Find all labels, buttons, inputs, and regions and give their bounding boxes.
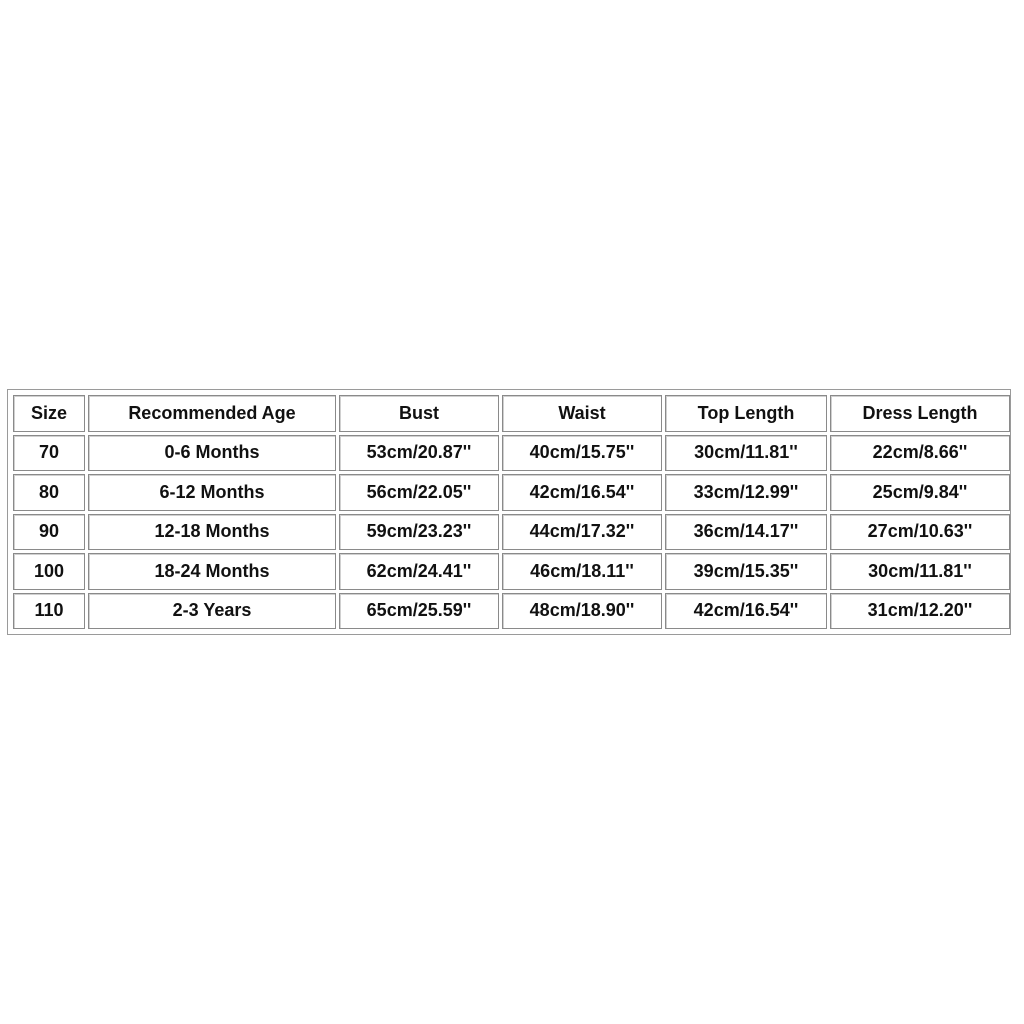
cell-waist: 44cm/17.32'' — [502, 514, 662, 551]
cell-dress-length: 22cm/8.66'' — [830, 435, 1010, 472]
cell-waist: 40cm/15.75'' — [502, 435, 662, 472]
cell-size: 70 — [13, 435, 85, 472]
cell-dress-length: 30cm/11.81'' — [830, 553, 1010, 590]
cell-top-length: 36cm/14.17'' — [665, 514, 827, 551]
cell-size: 80 — [13, 474, 85, 511]
cell-waist: 46cm/18.11'' — [502, 553, 662, 590]
header-top-length: Top Length — [665, 395, 827, 432]
cell-dress-length: 25cm/9.84'' — [830, 474, 1010, 511]
cell-waist: 48cm/18.90'' — [502, 593, 662, 630]
cell-recommended-age: 2-3 Years — [88, 593, 336, 630]
cell-bust: 62cm/24.41'' — [339, 553, 499, 590]
cell-dress-length: 31cm/12.20'' — [830, 593, 1010, 630]
header-recommended-age: Recommended Age — [88, 395, 336, 432]
table-row — [13, 474, 1010, 511]
cell-bust: 65cm/25.59'' — [339, 593, 499, 630]
cell-top-length: 39cm/15.35'' — [665, 553, 827, 590]
table-row — [13, 553, 1010, 590]
cell-bust: 59cm/23.23'' — [339, 514, 499, 551]
table-row — [13, 593, 1010, 630]
cell-top-length: 30cm/11.81'' — [665, 435, 827, 472]
cell-bust: 53cm/20.87'' — [339, 435, 499, 472]
cell-bust: 56cm/22.05'' — [339, 474, 499, 511]
table-header-row — [13, 395, 1010, 432]
cell-recommended-age: 18-24 Months — [88, 553, 336, 590]
cell-recommended-age: 0-6 Months — [88, 435, 336, 472]
table-row — [13, 514, 1010, 551]
header-dress-length: Dress Length — [830, 395, 1010, 432]
cell-recommended-age: 6-12 Months — [88, 474, 336, 511]
cell-size: 90 — [13, 514, 85, 551]
size-chart-table — [7, 389, 1011, 635]
cell-size: 110 — [13, 593, 85, 630]
cell-recommended-age: 12-18 Months — [88, 514, 336, 551]
cell-top-length: 33cm/12.99'' — [665, 474, 827, 511]
size-chart — [10, 392, 1013, 632]
header-bust: Bust — [339, 395, 499, 432]
header-size: Size — [13, 395, 85, 432]
cell-top-length: 42cm/16.54'' — [665, 593, 827, 630]
table-row — [13, 435, 1010, 472]
header-waist: Waist — [502, 395, 662, 432]
cell-dress-length: 27cm/10.63'' — [830, 514, 1010, 551]
cell-waist: 42cm/16.54'' — [502, 474, 662, 511]
cell-size: 100 — [13, 553, 85, 590]
